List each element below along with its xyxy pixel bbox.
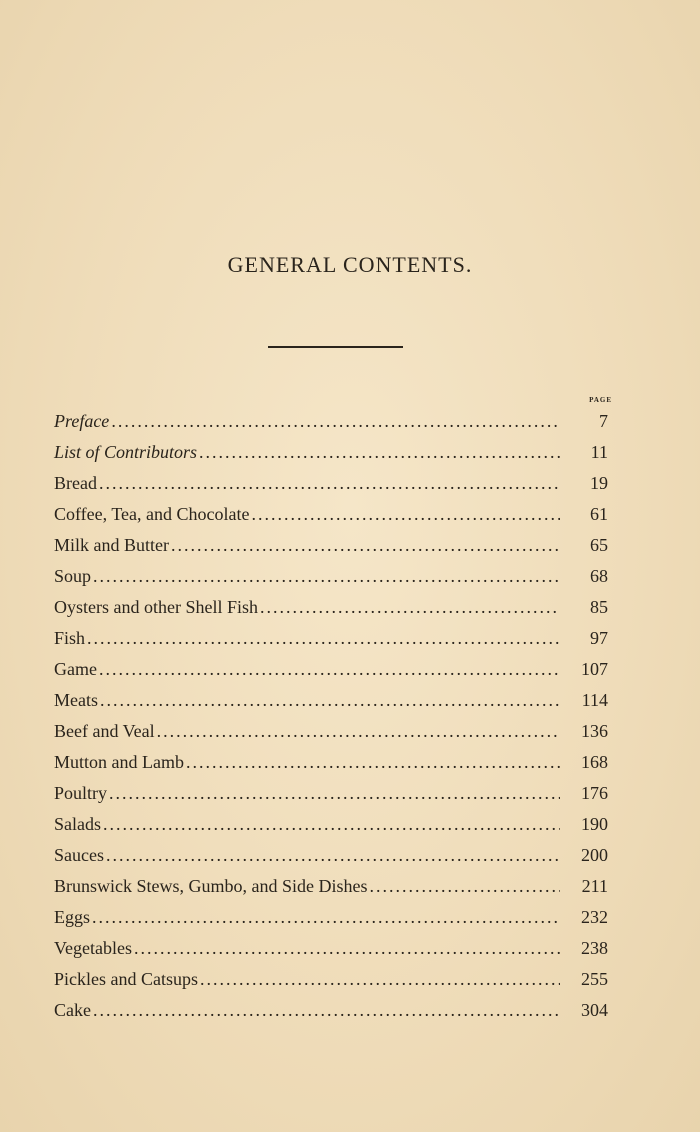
entry-page-number: 232 (581, 907, 608, 927)
entry-page-number: 211 (581, 876, 608, 896)
entry-title: Poultry (54, 783, 108, 803)
dot-leader (134, 933, 560, 964)
dot-leader (252, 499, 560, 530)
contents-entry (54, 468, 608, 499)
contents-entry (54, 747, 608, 778)
page-title: GENERAL CONTENTS. (227, 252, 473, 277)
entry-title: Cake (54, 1000, 91, 1020)
contents-entry (54, 561, 608, 592)
dot-leader (260, 592, 560, 623)
entry-title: Mutton and Lamb (54, 752, 184, 772)
entry-title: Meats (54, 690, 98, 710)
entry-page-number: 7 (599, 411, 608, 431)
entry-title: Sauces (54, 845, 104, 865)
contents-entry (54, 778, 608, 809)
entry-title: Beef and Veal (54, 721, 155, 741)
entry-page-number: 168 (581, 752, 608, 772)
entry-page-number: 255 (581, 969, 608, 989)
entry-title: Preface (54, 411, 110, 431)
contents-list (54, 406, 608, 1026)
page-column-heading: PAGE (589, 396, 612, 404)
contents-entry (54, 964, 608, 995)
entry-title: Brunswick Stews, Gumbo, and Side Dishes (54, 876, 368, 896)
entry-title: Fish (54, 628, 86, 648)
contents-entry (54, 437, 608, 468)
dot-leader (106, 840, 560, 871)
dot-leader (99, 654, 560, 685)
dot-leader (200, 964, 560, 995)
contents-entry (54, 406, 608, 437)
entry-page-number: 200 (581, 845, 608, 865)
dot-leader (186, 747, 560, 778)
dot-leader (92, 902, 560, 933)
contents-entry (54, 871, 608, 902)
dot-leader (109, 778, 560, 809)
entry-page-number: 114 (581, 690, 608, 710)
entry-title: Soup (54, 566, 92, 586)
contents-entry (54, 716, 608, 747)
entry-page-number: 19 (590, 473, 608, 493)
contents-entry (54, 933, 608, 964)
entry-page-number: 190 (581, 814, 608, 834)
dot-leader (87, 623, 560, 654)
entry-title: Pickles and Catsups (54, 969, 198, 989)
entry-page-number: 176 (581, 783, 608, 803)
dot-leader (171, 530, 560, 561)
entry-page-number: 107 (581, 659, 608, 679)
entry-page-number: 11 (590, 442, 608, 462)
contents-entry (54, 499, 608, 530)
entry-title: Salads (54, 814, 101, 834)
contents-entry (54, 840, 608, 871)
dot-leader (103, 809, 560, 840)
entry-title: Bread (54, 473, 97, 493)
contents-entry (54, 530, 608, 561)
entry-page-number: 136 (581, 721, 608, 741)
dot-leader (199, 437, 560, 468)
dot-leader (111, 406, 560, 437)
contents-entry (54, 902, 608, 933)
entry-page-number: 304 (581, 1000, 608, 1020)
entry-page-number: 61 (590, 504, 608, 524)
dot-leader (99, 468, 560, 499)
dot-leader (93, 561, 560, 592)
entry-title: Oysters and other Shell Fish (54, 597, 258, 617)
entry-title: List of Contributors (54, 442, 198, 462)
contents-entry (54, 995, 608, 1026)
contents-entry (54, 809, 608, 840)
entry-title: Coffee, Tea, and Chocolate (54, 504, 250, 524)
contents-entry (54, 623, 608, 654)
dot-leader (370, 871, 561, 902)
dot-leader (157, 716, 560, 747)
dot-leader (93, 995, 560, 1026)
entry-title: Game (54, 659, 97, 679)
contents-entry (54, 685, 608, 716)
entry-page-number: 97 (590, 628, 608, 648)
entry-page-number: 85 (590, 597, 608, 617)
entry-title: Eggs (54, 907, 90, 927)
entry-title: Milk and Butter (54, 535, 169, 555)
contents-entry (54, 592, 608, 623)
entry-page-number: 65 (590, 535, 608, 555)
entry-page-number: 68 (590, 566, 608, 586)
contents-entry (54, 654, 608, 685)
entry-title: Vegetables (54, 938, 132, 958)
entry-page-number: 238 (581, 938, 608, 958)
title-divider (268, 346, 403, 348)
dot-leader (100, 685, 560, 716)
